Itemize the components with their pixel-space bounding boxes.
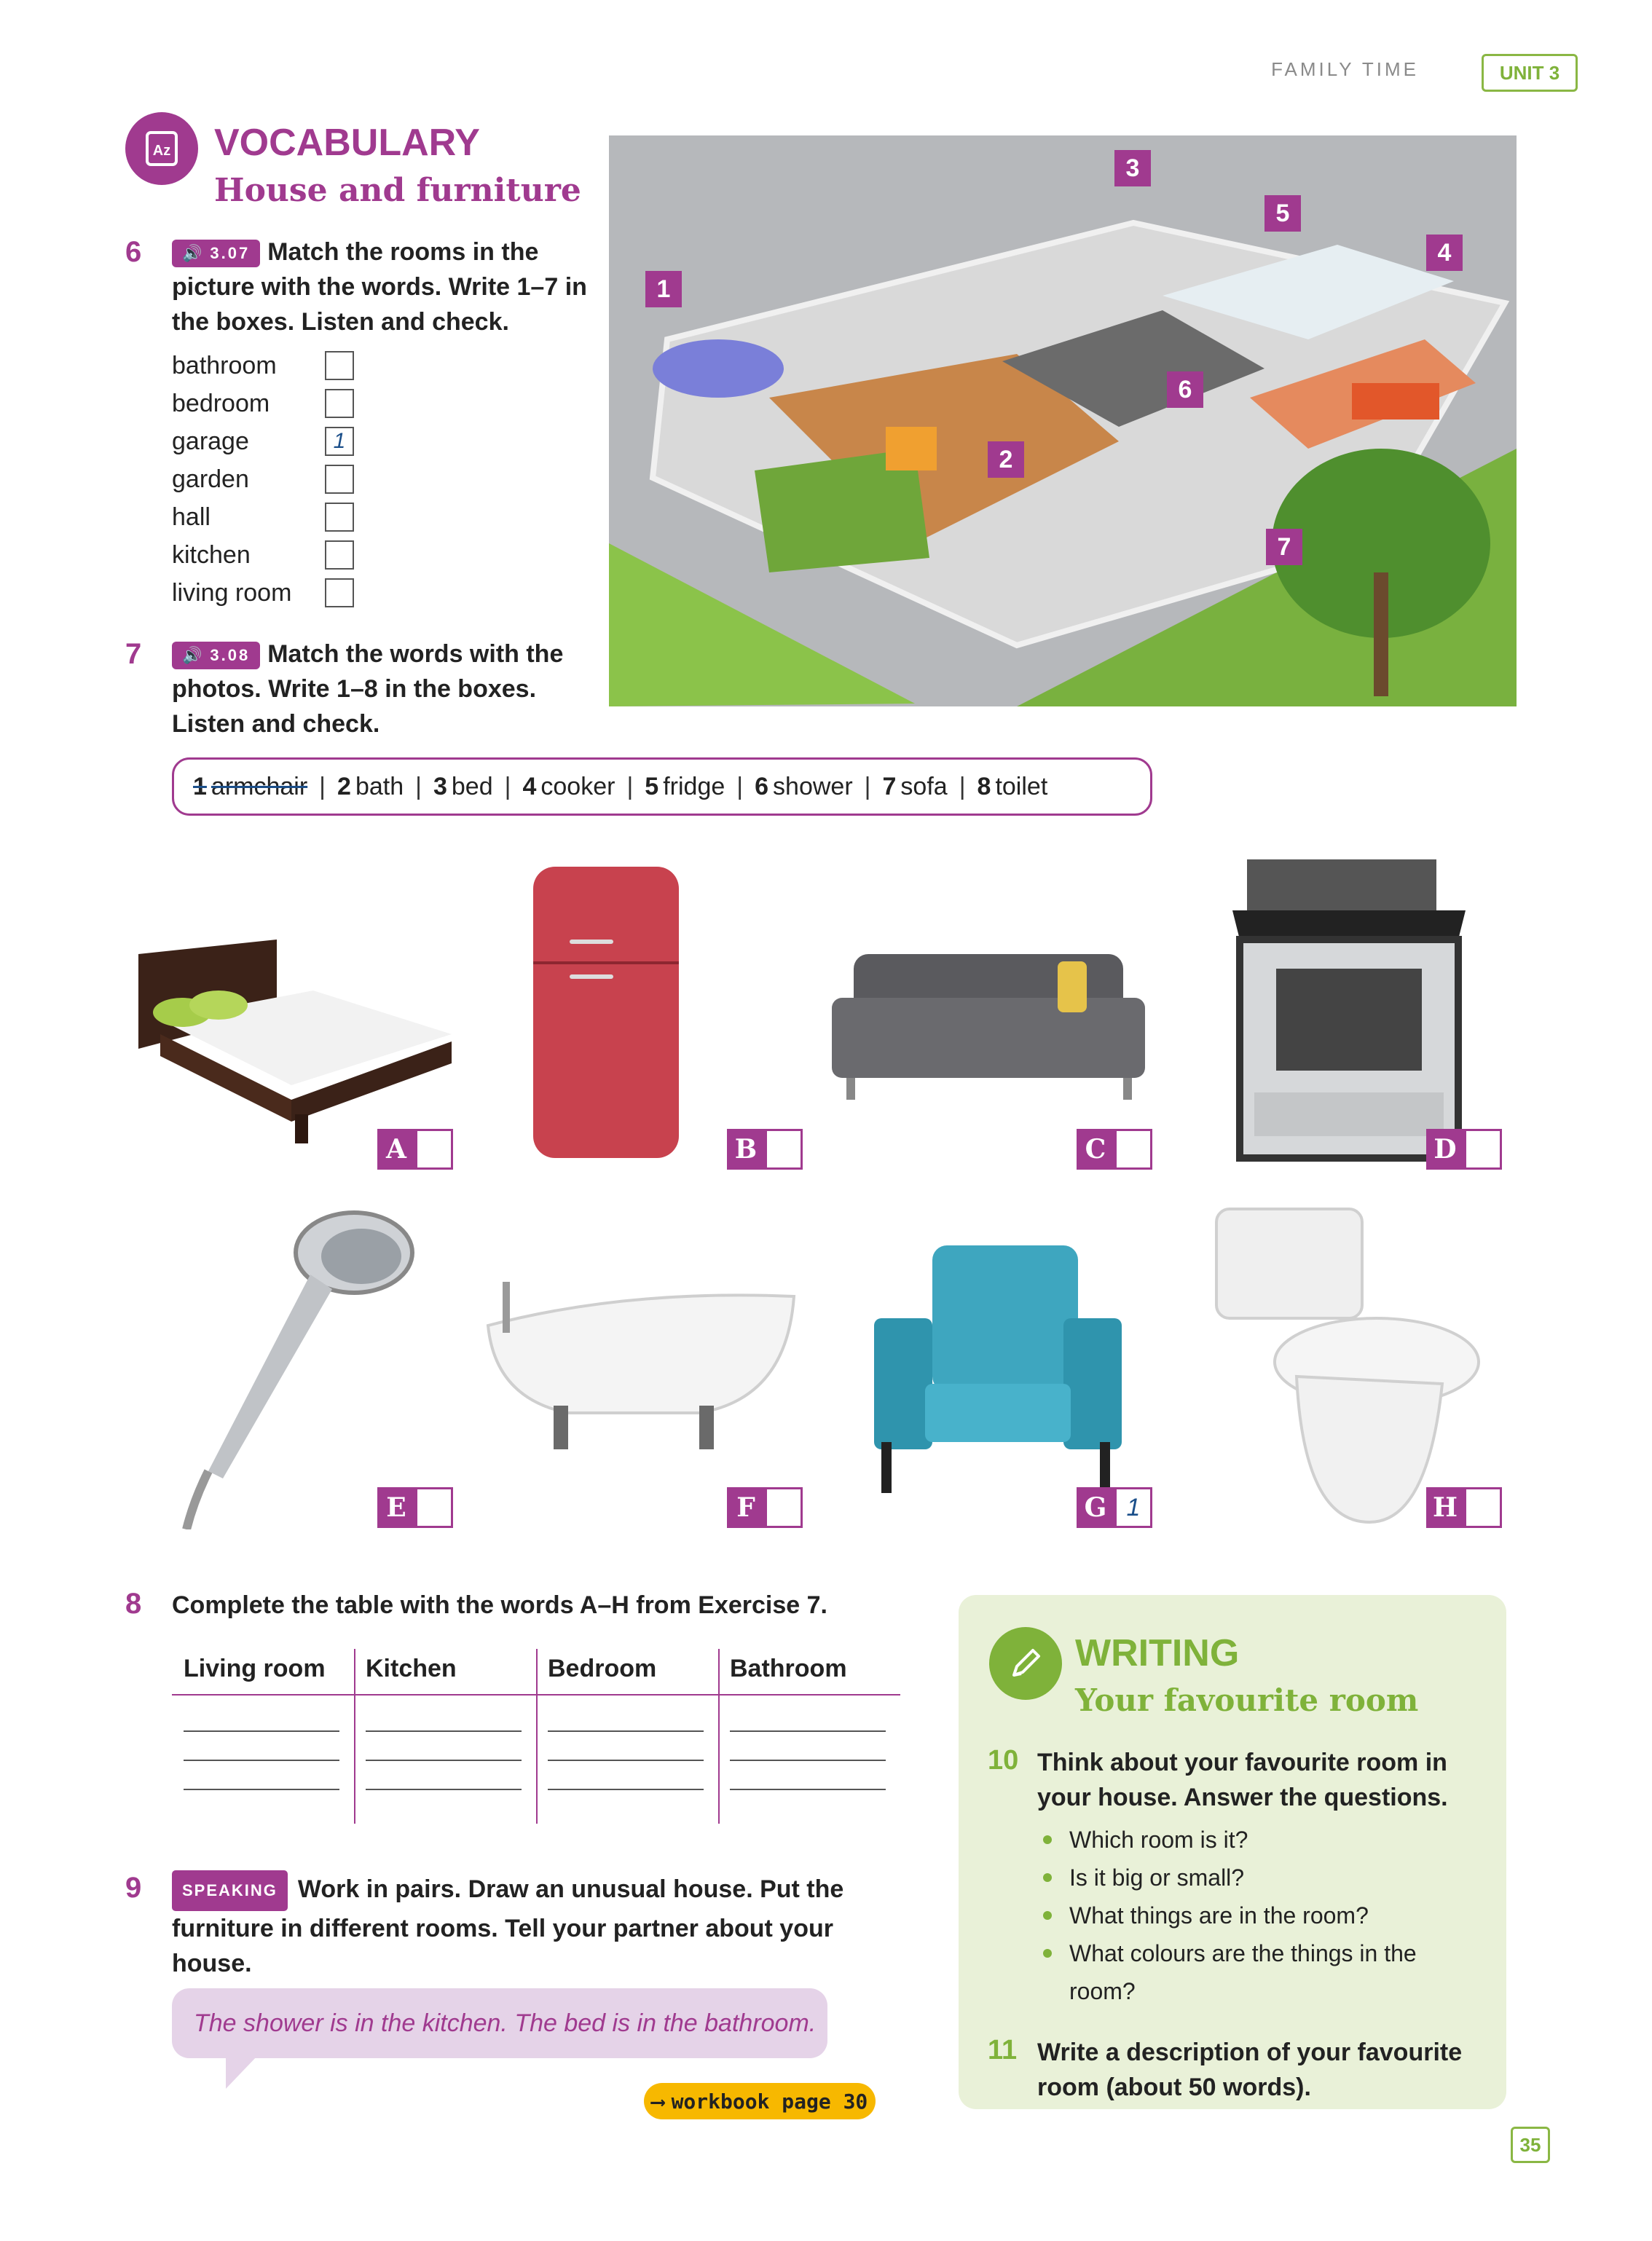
sofa-photo — [825, 932, 1152, 1111]
picture-number-4: 4 — [1426, 235, 1463, 271]
word-item: 8 toilet — [977, 772, 1048, 800]
writing-subtitle: Your favourite room — [1075, 1682, 1419, 1718]
answer-box[interactable] — [325, 351, 354, 380]
exercise-11-instruction: Write a description of your favourite room (about 50 words). — [1037, 2039, 1463, 2101]
picture-number-5: 5 — [1264, 195, 1301, 232]
word-box: 1 armchair | 2 bath | 3 bed | 4 cooker | 5 fridge | 6 shower | 7 sofa | 8 toilet — [172, 757, 1152, 816]
toilet-photo — [1209, 1202, 1486, 1533]
photo-label-b: B — [727, 1129, 803, 1170]
list-item: What colours are the things in the room? — [1037, 1934, 1489, 2010]
photo-label-c: C — [1077, 1129, 1152, 1170]
photo-label-d: D — [1426, 1129, 1502, 1170]
speaker-icon: 🔊 — [182, 244, 205, 263]
answer-box[interactable]: 1 — [325, 427, 354, 456]
column-header: Bedroom — [548, 1655, 657, 1682]
page-number: 35 — [1511, 2127, 1550, 2163]
exercise-6-number: 6 — [125, 236, 142, 268]
list-item: What things are in the room? — [1037, 1897, 1489, 1934]
svg-text:Az: Az — [152, 143, 171, 159]
list-item: hall — [172, 498, 354, 536]
picture-number-3: 3 — [1114, 150, 1151, 186]
section-subtitle: House and furniture — [214, 172, 581, 209]
answer-box[interactable] — [415, 1487, 453, 1528]
word-item: 4 cooker — [522, 772, 615, 800]
answer-line[interactable] — [184, 1760, 339, 1761]
picture-number-7: 7 — [1266, 529, 1302, 565]
az-dictionary-icon — [125, 112, 198, 185]
exercise-8-number: 8 — [125, 1588, 142, 1620]
word-item: 3 bed — [433, 772, 493, 800]
picture-number-6: 6 — [1167, 371, 1203, 408]
column-header: Living room — [184, 1655, 326, 1682]
photo-label-e: E — [377, 1487, 453, 1528]
bath-photo — [481, 1267, 801, 1460]
speaker-icon: 🔊 — [182, 646, 205, 665]
cooker-photo — [1232, 859, 1466, 1169]
room-word-list — [172, 347, 354, 612]
arrow-right-icon: ⟶ — [651, 2089, 664, 2114]
answer-line[interactable] — [366, 1789, 522, 1790]
answer-line[interactable] — [730, 1760, 886, 1761]
list-item: living room — [172, 574, 354, 612]
writing-title: WRITING — [1075, 1632, 1240, 1674]
answer-box[interactable] — [415, 1129, 453, 1170]
word-item: 1 armchair — [193, 772, 308, 800]
answer-box[interactable] — [325, 503, 354, 532]
column-header: Kitchen — [366, 1655, 457, 1682]
word-item: 5 fridge — [645, 772, 725, 800]
column-header: Bathroom — [730, 1655, 847, 1682]
photo-label-f: F — [727, 1487, 803, 1528]
exercise-10-number: 10 — [988, 1745, 1019, 1776]
picture-number-2: 2 — [988, 441, 1024, 478]
answer-line[interactable] — [184, 1789, 339, 1790]
answer-box[interactable] — [325, 465, 354, 494]
answer-line[interactable] — [548, 1789, 704, 1790]
photo-label-a: A — [377, 1129, 453, 1170]
answer-line[interactable] — [184, 1730, 339, 1732]
armchair-photo — [867, 1238, 1129, 1504]
speaking-tag: SPEAKING — [172, 1870, 288, 1911]
exercise-6-instruction: 🔊 3.07 Match the rooms in the picture with the words. Write 1–7 in the boxes. Listen and check. — [172, 235, 587, 339]
workbook-link[interactable]: ⟶ workbook page 30 — [644, 2083, 876, 2119]
answer-box[interactable] — [325, 540, 354, 570]
list-item: garage 1 — [172, 422, 354, 460]
section-title: VOCABULARY — [214, 122, 480, 164]
exercise-7-number: 7 — [125, 638, 142, 670]
house-cutaway-illustration — [609, 135, 1517, 706]
exercise-9-number: 9 — [125, 1872, 142, 1904]
exercise-7-instruction: 🔊 3.08 Match the words with the photos. Write 1–8 in the boxes. Listen and check. — [172, 637, 580, 741]
writing-panel — [959, 1595, 1506, 2109]
shower-head-photo — [179, 1202, 420, 1533]
answer-line[interactable] — [366, 1730, 522, 1732]
word-item: 7 sofa — [882, 772, 948, 800]
audio-track-3-07[interactable]: 🔊 3.07 — [172, 240, 260, 267]
answer-box[interactable] — [765, 1129, 803, 1170]
answer-line[interactable] — [730, 1730, 886, 1732]
exercise-9-instruction: SPEAKING Work in pairs. Draw an unusual house. Put the furniture in different rooms. Tell your partner about your house. — [172, 1870, 849, 1981]
answer-line[interactable] — [548, 1730, 704, 1732]
list-item: bedroom — [172, 385, 354, 422]
answer-box[interactable]: 1 — [1114, 1487, 1152, 1528]
answer-line[interactable] — [730, 1789, 886, 1790]
exercise-8-instruction: Complete the table with the words A–H from Exercise 7. — [172, 1591, 827, 1619]
answer-box[interactable] — [1464, 1487, 1502, 1528]
answer-box[interactable] — [325, 389, 354, 418]
photo-label-h: H — [1426, 1487, 1502, 1528]
list-item: kitchen — [172, 536, 354, 574]
photo-label-g: G 1 — [1077, 1487, 1152, 1528]
list-item: Is it big or small? — [1037, 1859, 1489, 1897]
list-item: Which room is it? — [1037, 1821, 1489, 1859]
answer-box[interactable] — [765, 1487, 803, 1528]
running-head: FAMILY TIME — [1271, 58, 1419, 80]
answer-line[interactable] — [366, 1760, 522, 1761]
answer-line[interactable] — [548, 1760, 704, 1761]
word-item: 2 bath — [337, 772, 404, 800]
picture-number-1: 1 — [645, 271, 682, 307]
question-list — [1037, 1821, 1489, 2010]
list-item: garden — [172, 460, 354, 498]
answer-box[interactable] — [325, 578, 354, 607]
exercise-11-number: 11 — [988, 2035, 1018, 2065]
pencil-icon — [989, 1627, 1062, 1700]
example-speech-bubble: The shower is in the kitchen. The bed is in the bathroom. — [172, 1988, 827, 2058]
furniture-table — [172, 1649, 900, 1838]
audio-track-3-08[interactable]: 🔊 3.08 — [172, 642, 260, 669]
answer-box[interactable] — [1114, 1129, 1152, 1170]
unit-badge: UNIT 3 — [1482, 54, 1578, 92]
word-item: 6 shower — [755, 772, 853, 800]
list-item: bathroom — [172, 347, 354, 385]
fridge-photo — [526, 859, 686, 1169]
exercise-10-instruction: Think about your favourite room in your house. Answer the questions. — [1037, 1749, 1448, 1811]
speech-bubble-tail — [226, 2055, 258, 2089]
bed-photo — [131, 925, 459, 1147]
answer-box[interactable] — [1464, 1129, 1502, 1170]
